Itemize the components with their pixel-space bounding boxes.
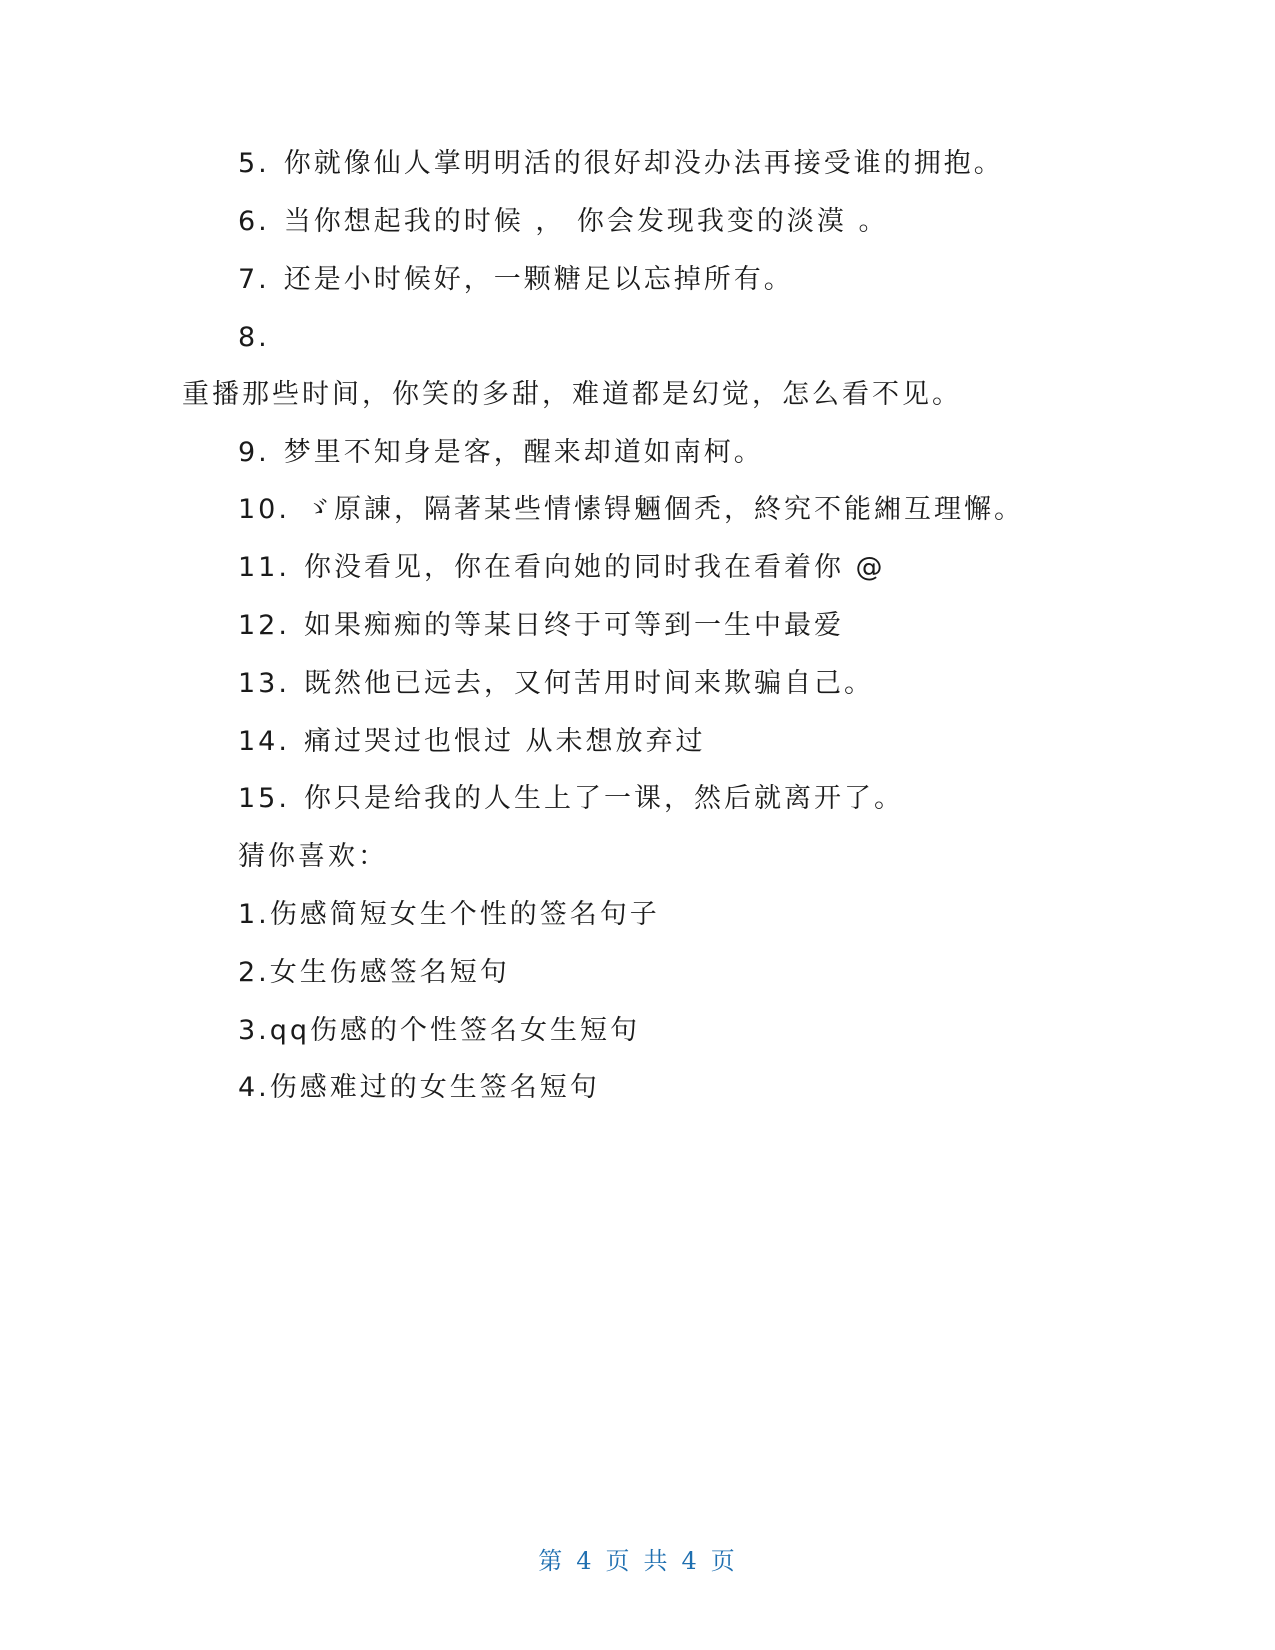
footer-ye: 页 bbox=[605, 1547, 632, 1575]
item-text: 你没看见，你在看向她的同时我在看着你 @ bbox=[303, 552, 886, 583]
item-text: 还是小时候好，一颗糖足以忘掉所有。 bbox=[283, 264, 794, 295]
footer-ye2: 页 bbox=[710, 1547, 737, 1575]
item-number: 8. bbox=[238, 322, 270, 353]
item-text: 梦里不知身是客，醒来却道如南柯。 bbox=[283, 437, 764, 468]
item-number: 15. bbox=[238, 783, 290, 814]
recommend-link[interactable]: 1.伤感简短女生个性的签名句子 bbox=[238, 899, 660, 930]
item-number: 12. bbox=[238, 610, 290, 641]
list-item bbox=[238, 492, 1024, 528]
item-text: 既然他已远去，又何苦用时间来欺骗自己。 bbox=[303, 668, 874, 699]
list-item bbox=[238, 724, 706, 760]
list-item bbox=[238, 608, 844, 644]
item-text: 当你想起我的时候 ， 你会发现我变的淡漠 。 bbox=[283, 206, 889, 237]
item-text: 如果痴痴的等某日终于可等到一生中最爱 bbox=[303, 610, 844, 641]
list-item bbox=[238, 320, 284, 356]
item-text: 痛过哭过也恨过 从未想放弃过 bbox=[303, 726, 706, 757]
list-item bbox=[238, 666, 874, 702]
item-number: 9. bbox=[238, 437, 270, 468]
list-item-continuation: 重播那些时间，你笑的多甜，难道都是幻觉，怎么看不见。 bbox=[182, 379, 962, 410]
item-text: 你就像仙人掌明明活的很好却没办法再接受谁的拥抱。 bbox=[283, 148, 1004, 179]
item-number: 13. bbox=[238, 668, 290, 699]
item-number: 11. bbox=[238, 552, 290, 583]
list-item bbox=[238, 435, 764, 471]
list-item bbox=[238, 550, 886, 586]
item-number: 14. bbox=[238, 726, 290, 757]
recommend-heading: 猜你喜欢： bbox=[238, 841, 388, 872]
item-number: 5. bbox=[238, 148, 270, 179]
page-footer bbox=[0, 1541, 1275, 1576]
list-item bbox=[238, 262, 794, 298]
footer-gong: 共 bbox=[643, 1547, 670, 1575]
recommend-link[interactable]: 4.伤感难过的女生签名短句 bbox=[238, 1072, 600, 1103]
item-text: ゞ原諌，隔著某些情愫锝魎個秃，終究不能緗互理懈。 bbox=[303, 494, 1024, 525]
item-number: 6. bbox=[238, 206, 270, 237]
recommend-link[interactable]: 2.女生伤感签名短句 bbox=[238, 957, 510, 988]
footer-di: 第 bbox=[538, 1547, 565, 1575]
footer-total-pages: 4 bbox=[681, 1547, 699, 1575]
list-item bbox=[238, 146, 1004, 182]
list-item bbox=[238, 204, 889, 240]
list-item bbox=[238, 781, 904, 817]
item-number: 7. bbox=[238, 264, 270, 295]
item-number: 10. bbox=[238, 494, 290, 525]
item-text: 你只是给我的人生上了一课，然后就离开了。 bbox=[303, 783, 904, 814]
footer-page-number: 4 bbox=[576, 1547, 594, 1575]
recommend-link[interactable]: 3.qq伤感的个性签名女生短句 bbox=[238, 1015, 641, 1046]
